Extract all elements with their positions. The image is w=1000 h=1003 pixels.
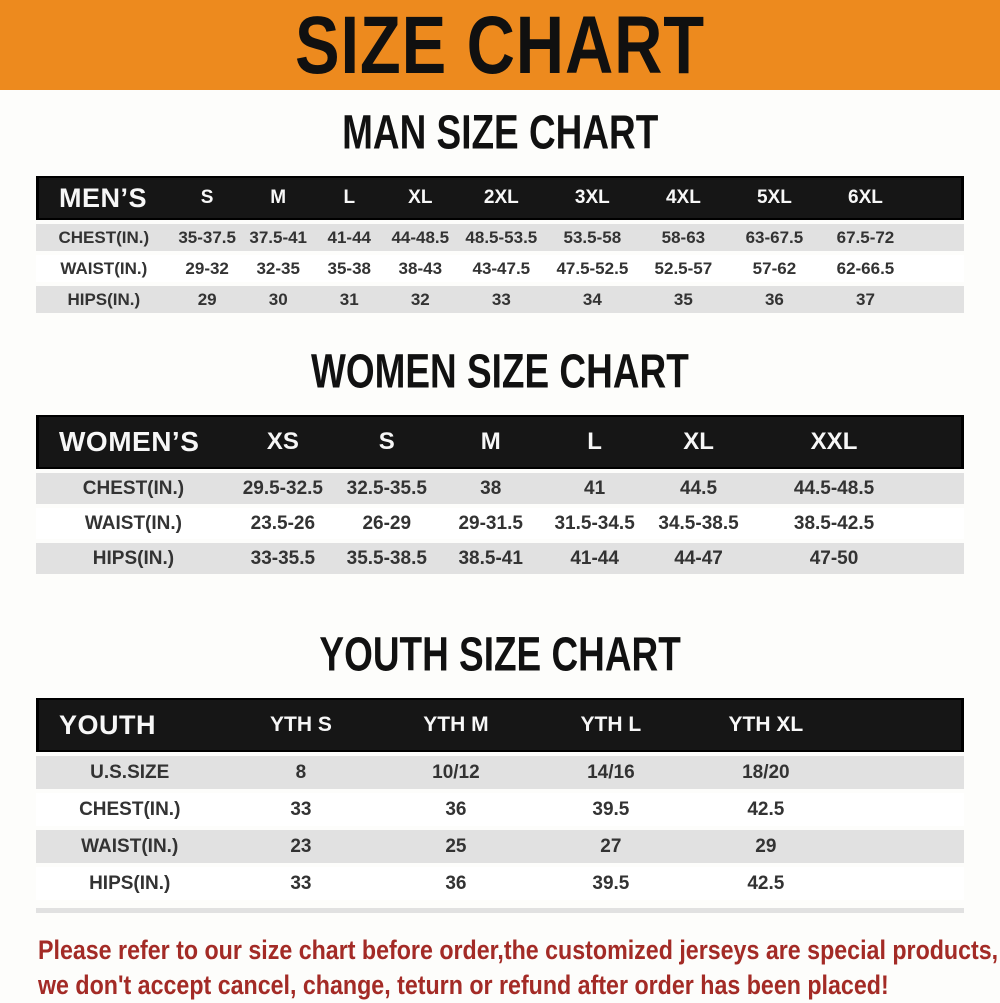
men-corner-label: MEN’S — [36, 176, 172, 220]
men-col-header: S — [172, 176, 243, 220]
cell: 29-31.5 — [439, 508, 543, 539]
men-col-header: 3XL — [547, 176, 638, 220]
cell: 18/20 — [688, 756, 843, 789]
cell: 31.5-34.5 — [543, 508, 647, 539]
cell: 57-62 — [729, 255, 820, 282]
cell: 67.5-72 — [820, 224, 911, 251]
cell: 32.5-35.5 — [335, 473, 439, 504]
men-col-header: L — [314, 176, 385, 220]
cell-filler — [843, 867, 964, 900]
table-row — [36, 830, 964, 863]
cell: 32 — [385, 286, 456, 313]
table-row — [36, 255, 964, 282]
youth-col-header: YTH L — [533, 698, 688, 752]
cell-filler — [843, 793, 964, 826]
cell: 37.5-41 — [243, 224, 314, 251]
cell: 8 — [223, 756, 378, 789]
cell-filler — [918, 543, 964, 574]
youth-header-filler — [843, 698, 964, 752]
women-corner-label: WOMEN’S — [36, 415, 231, 469]
cell: 34 — [547, 286, 638, 313]
women-col-header: XS — [231, 415, 335, 469]
men-col-header: M — [243, 176, 314, 220]
banner-title: SIZE CHART — [294, 0, 706, 91]
cell: 29-32 — [172, 255, 243, 282]
cell: 44-47 — [647, 543, 751, 574]
cell-filler — [911, 286, 964, 313]
row-label: U.S.SIZE — [36, 756, 223, 789]
cell: 29 — [688, 830, 843, 863]
women-col-header: L — [543, 415, 647, 469]
row-label: CHEST(IN.) — [36, 224, 172, 251]
footer-disclaimer — [38, 933, 1000, 1003]
cell: 23.5-26 — [231, 508, 335, 539]
youth-col-header: YTH XL — [688, 698, 843, 752]
cell: 35-37.5 — [172, 224, 243, 251]
youth-size-chart-title: YOUTH SIZE CHART — [319, 627, 681, 682]
cell: 38-43 — [385, 255, 456, 282]
cell-filler — [918, 508, 964, 539]
row-label: CHEST(IN.) — [36, 793, 223, 826]
row-label: WAIST(IN.) — [36, 508, 231, 539]
row-label: WAIST(IN.) — [36, 255, 172, 282]
men-col-header: 6XL — [820, 176, 911, 220]
women-col-header: S — [335, 415, 439, 469]
man-size-chart-title: MAN SIZE CHART — [341, 105, 659, 160]
men-col-header: XL — [385, 176, 456, 220]
table-row — [36, 793, 964, 826]
table-row — [36, 508, 964, 539]
cell: 43-47.5 — [456, 255, 547, 282]
cell: 63-67.5 — [729, 224, 820, 251]
cell: 35.5-38.5 — [335, 543, 439, 574]
cell: 33 — [223, 793, 378, 826]
table-row — [36, 224, 964, 251]
cell: 38.5-42.5 — [751, 508, 918, 539]
women-col-header: XL — [647, 415, 751, 469]
cell: 26-29 — [335, 508, 439, 539]
table-row — [36, 756, 964, 789]
row-label: HIPS(IN.) — [36, 543, 231, 574]
cell-filler — [911, 224, 964, 251]
table-row — [36, 867, 964, 900]
cell: 62-66.5 — [820, 255, 911, 282]
cell: 39.5 — [533, 867, 688, 900]
cell: 53.5-58 — [547, 224, 638, 251]
cell: 36 — [378, 793, 533, 826]
men-size-table — [36, 172, 964, 317]
youth-size-table — [36, 694, 964, 904]
cell-filler — [911, 255, 964, 282]
youth-corner-label: YOUTH — [36, 698, 223, 752]
row-label: HIPS(IN.) — [36, 286, 172, 313]
size-chart-banner — [0, 0, 1000, 90]
women-col-header: M — [439, 415, 543, 469]
cell: 47-50 — [751, 543, 918, 574]
men-col-header: 4XL — [638, 176, 729, 220]
cell: 37 — [820, 286, 911, 313]
cell: 44-48.5 — [385, 224, 456, 251]
footer-disclaimer-line2: we don't accept cancel, change, teturn or refund after order has been placed! — [38, 970, 889, 1000]
cell: 35 — [638, 286, 729, 313]
cell: 42.5 — [688, 793, 843, 826]
row-label: WAIST(IN.) — [36, 830, 223, 863]
cell: 33 — [223, 867, 378, 900]
cell: 34.5-38.5 — [647, 508, 751, 539]
table-row — [36, 473, 964, 504]
cell: 36 — [729, 286, 820, 313]
cell: 39.5 — [533, 793, 688, 826]
row-label: CHEST(IN.) — [36, 473, 231, 504]
cell: 10/12 — [378, 756, 533, 789]
table-row — [36, 543, 964, 574]
cell: 47.5-52.5 — [547, 255, 638, 282]
cell: 52.5-57 — [638, 255, 729, 282]
cell-filler — [918, 473, 964, 504]
cell: 33 — [456, 286, 547, 313]
women-header-row — [36, 415, 964, 469]
cell: 48.5-53.5 — [456, 224, 547, 251]
women-header-filler — [918, 415, 964, 469]
men-col-header: 2XL — [456, 176, 547, 220]
cell: 41-44 — [543, 543, 647, 574]
women-size-table — [36, 411, 964, 578]
cell: 33-35.5 — [231, 543, 335, 574]
youth-header-row — [36, 698, 964, 752]
cell: 30 — [243, 286, 314, 313]
cell: 29 — [172, 286, 243, 313]
row-label: HIPS(IN.) — [36, 867, 223, 900]
youth-col-header: YTH M — [378, 698, 533, 752]
cell: 41 — [543, 473, 647, 504]
men-col-header: 5XL — [729, 176, 820, 220]
cell: 44.5 — [647, 473, 751, 504]
cell: 42.5 — [688, 867, 843, 900]
women-size-chart-title: WOMEN SIZE CHART — [311, 344, 689, 399]
cell: 38 — [439, 473, 543, 504]
youth-col-header: YTH S — [223, 698, 378, 752]
cell: 36 — [378, 867, 533, 900]
cell: 38.5-41 — [439, 543, 543, 574]
cell: 35-38 — [314, 255, 385, 282]
cell: 32-35 — [243, 255, 314, 282]
cell: 23 — [223, 830, 378, 863]
cell: 29.5-32.5 — [231, 473, 335, 504]
men-header-row — [36, 176, 964, 220]
cell: 41-44 — [314, 224, 385, 251]
cell-filler — [843, 756, 964, 789]
cell-filler — [843, 830, 964, 863]
cell: 14/16 — [533, 756, 688, 789]
cell: 58-63 — [638, 224, 729, 251]
men-header-filler — [911, 176, 964, 220]
cell: 25 — [378, 830, 533, 863]
cell: 44.5-48.5 — [751, 473, 918, 504]
table-row — [36, 286, 964, 313]
cell: 31 — [314, 286, 385, 313]
footer-disclaimer-line1: Please refer to our size chart before order,the customized jerseys are special products, — [38, 935, 999, 965]
women-col-header: XXL — [751, 415, 918, 469]
youth-table-bottom-rule — [36, 908, 964, 913]
cell: 27 — [533, 830, 688, 863]
